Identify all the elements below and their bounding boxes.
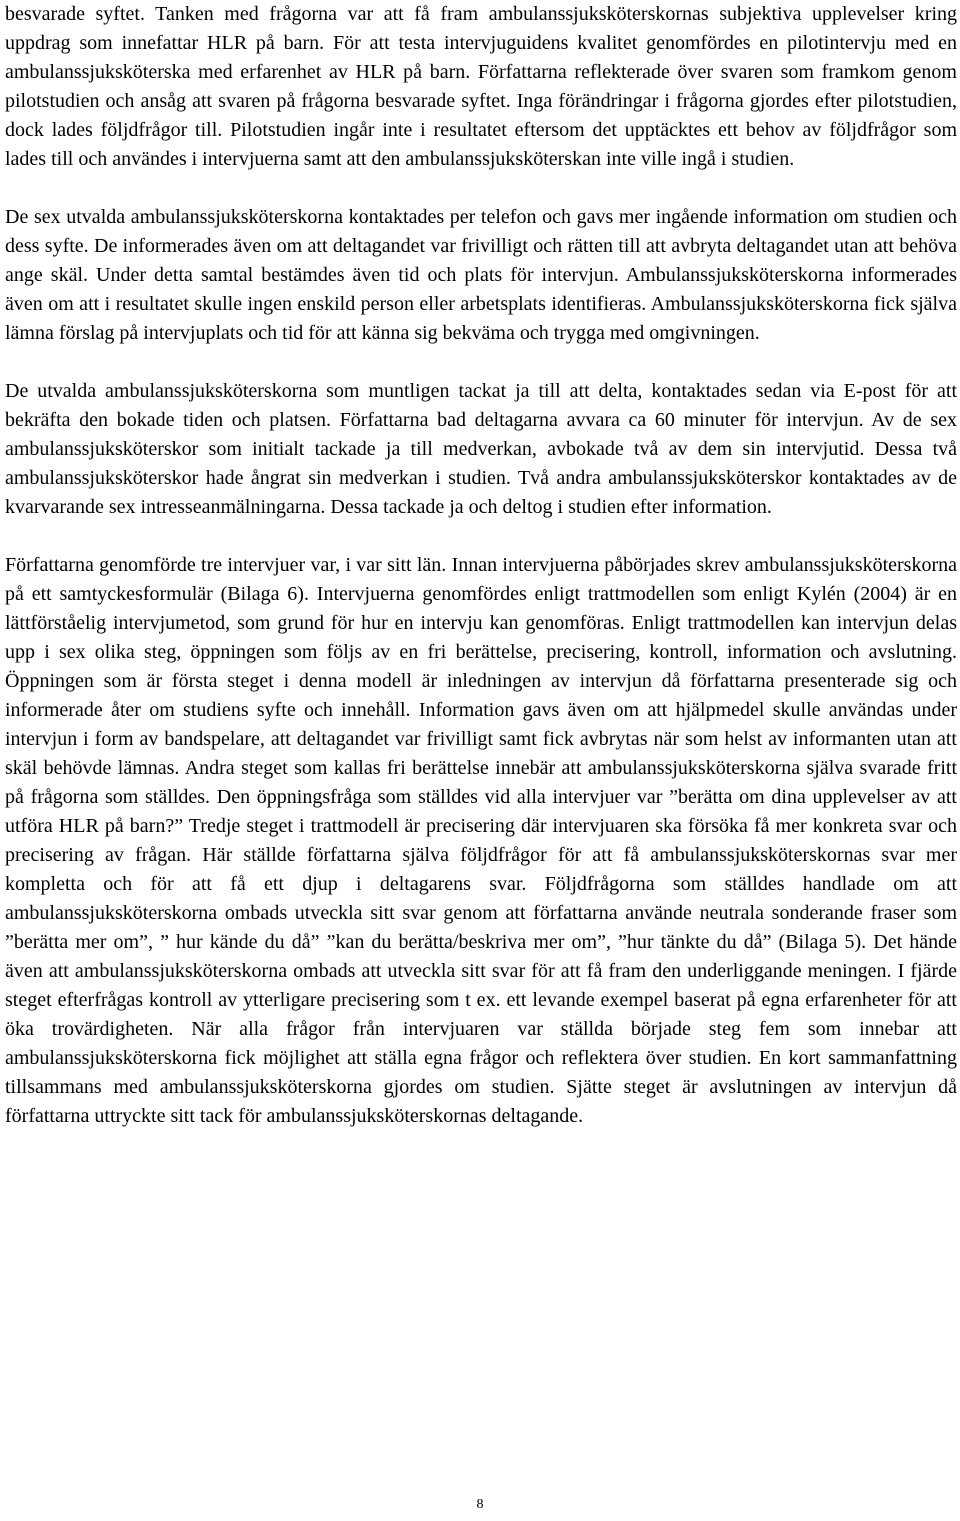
paragraph-pilot-study: besvarade syftet. Tanken med frågorna var att få fram ambulanssjuksköterskornas subjektiva upplevelser kring uppdrag som innefattar HLR på barn. För att testa intervjuguidens kvalitet genomfördes en pilotintervju med en ambulanssjuksköterska med erfarenhet av HLR på barn. Författarna reflekterade över svaren som framkom genom pilotstudien och ansåg att svaren på frågorna besvarade syftet. Inga förändringar i frågorna gjordes efter pilotstudien, dock lades följdfrågor till. Pilotstudien ingår inte i resultatet eftersom det upptäcktes ett behov av följdfrågor som lades till och användes i intervjuerna samt att den ambulanssjuksköterskan inte ville ingå i studien. (5, 3, 957, 170)
paragraph-interview-method: Författarna genomförde tre intervjuer var, i var sitt län. Innan intervjuerna påbörjades skrev ambulanssjuksköterskorna på ett samtyckesformulär (Bilaga 6). Intervjuerna genomfördes enligt trattmodellen som enligt Kylén (2004) är en lättförståelig intervjumetod, som grund för hur en intervju kan genomföras. Enligt trattmodellen kan intervjun delas upp i sex olika steg, öppningen som följs av en fri berättelse, precisering, kontroll, information och avslutning. Öppningen som är första steget i denna modell är inledningen av intervjun då författarna presenterade sig och informerade åter om studiens syfte och innehåll. Information gavs även om att hjälpmedel skulle användas under intervjun i form av bandspelare, att deltagandet var frivilligt samt fick avbrytas när som helst av informanten utan att skäl behövde lämnas. Andra steget som kallas fri berättelse innebär att ambulanssjuksköterskorna själva svarade fritt på frågorna som ställdes. Den öppningsfråga som ställdes vid alla intervjuer var ”berätta om dina upplevelser av att utföra HLR på barn?” Tredje steget i trattmodell är precisering där intervjuaren ska försöka få mer konkreta svar och precisering av frågan. Här ställde författarna själva följdfrågor för att få ambulanssjuksköterskornas svar mer kompletta och för att få ett djup i deltagarens svar. Följdfrågorna som ställdes handlade om att ambulanssjuksköterskorna ombads utveckla sitt svar genom att författarna använde neutrala sonderande fraser som ”berätta mer om”, ” hur kände du då” ”kan du berätta/beskriva mer om”, ”hur tänkte du då” (Bilaga 5). Det hände även att ambulanssjuksköterskorna ombads att utveckla sitt svar för att få fram den underliggande meningen. I fjärde steget efterfrågas kontroll av ytterligare precisering som t ex. ett levande exempel baserat på egna erfarenheter för att öka trovärdigheten. När alla frågor från intervjuaren var ställda började steg fem som innebar att ambulanssjuksköterskorna fick möjlighet att ställa egna frågor och reflektera över studien. En kort sammanfattning tillsammans med ambulanssjuksköterskorna gjordes om studien. Sjätte steget är avslutningen av intervjun då författarna uttryckte sitt tack för ambulanssjuksköterskornas deltagande. (5, 554, 957, 1127)
paragraph-email-confirmation: De utvalda ambulanssjuksköterskorna som muntligen tackat ja till att delta, kontaktades sedan via E-post för att bekräfta den bokade tiden och platsen. Författarna bad deltagarna avvara ca 60 minuter för intervjun. Av de sex ambulanssjuksköterskor som initialt tackade ja till medverkan, avbokade två av dem sin intervjutid. Dessa två ambulanssjuksköterskor hade ångrat sin medverkan i studien. Två andra ambulanssjuksköterskor kontaktades av de kvarvarande sex intresseanmälningarna. Dessa tackade ja och deltog i studien efter information. (5, 380, 957, 518)
paragraph-contact: De sex utvalda ambulanssjuksköterskorna kontaktades per telefon och gavs mer ingående information om studien och dess syfte. De informerades även om att deltagandet var frivilligt och rätten till att avbryta deltagandet utan att behöva ange skäl. Under detta samtal bestämdes även tid och plats för intervjun. Ambulanssjuksköterskorna informerades även om att i resultatet skulle ingen enskild person eller arbetsplats identifieras. Ambulanssjuksköterskorna fick själva lämna förslag på intervjuplats och tid för att känna sig bekväma och trygga med omgivningen. (5, 206, 957, 344)
page-number: 8 (476, 1497, 484, 1512)
document-page (5, 0, 957, 1131)
